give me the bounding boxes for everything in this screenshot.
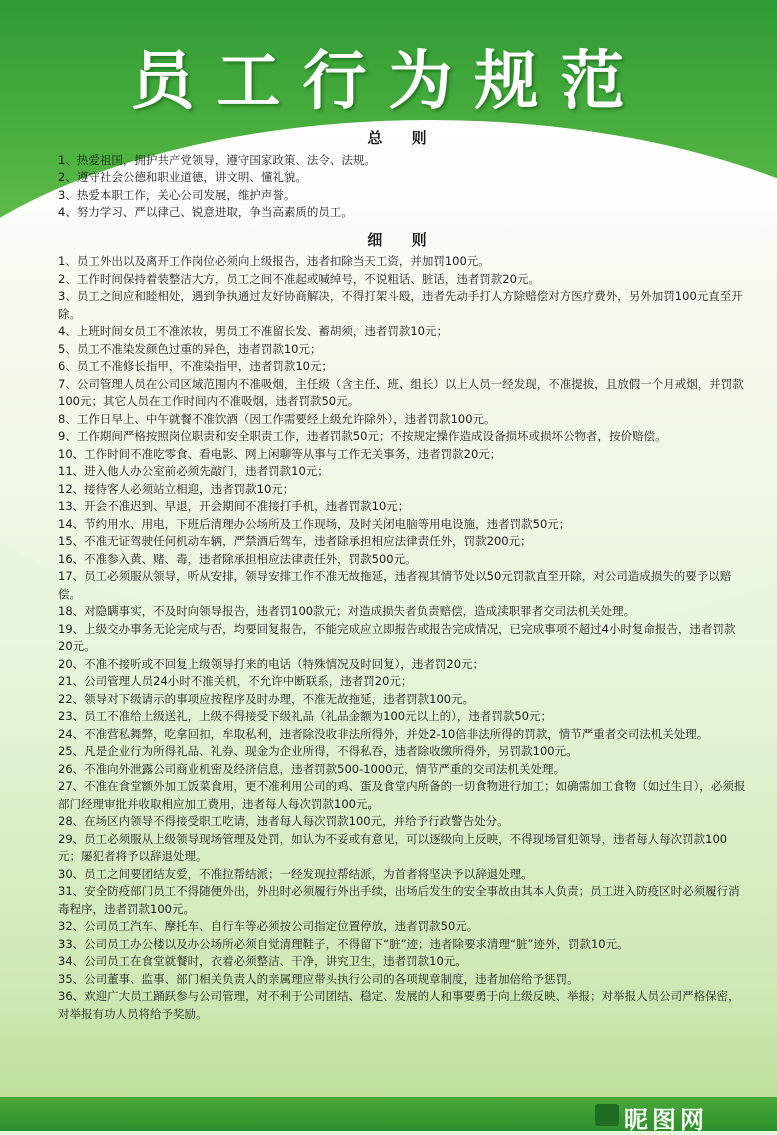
rule-item: 15、不准无证驾驶任何机动车辆，严禁酒后驾车，违者除承担相应法律责任外，罚款200元； — [58, 534, 532, 548]
rule-item: 35、公司董事、监事、部门相关负责人的亲属理应带头执行公司的各项规章制度，违者加倍给予惩罚。 — [58, 971, 579, 986]
rule-item: 25、凡是企业行为所得礼品、礼券、现金为企业所得，不得私吞，违者除收缴所得外，另罚款100元。 — [58, 744, 578, 758]
rule-item: 23、员工不准给上级送礼，上级不得接受下级礼品（礼品金额为100元以上的），违者罚款50元； — [58, 709, 552, 723]
rule-item: 12、接待客人必须站立相迎，违者罚款10元； — [58, 481, 295, 496]
rule-item: 19、上级交办事务无论完成与否，均要回复报告，不能完成应立即报告或报告完成情况，已完成事项不超过4小时复命报告，违者罚款20元。 — [58, 621, 736, 653]
rule-item: 28、在场区内领导不得接受职工吃请，违者每人每次罚款100元，并给予行政警告处分。 — [58, 814, 509, 828]
logo-icon — [595, 1104, 619, 1126]
rule-item: 34、公司员工在食堂就餐时，衣着必须整洁、干净，讲究卫生，违者罚款10元。 — [58, 954, 467, 968]
detail-list — [58, 253, 748, 1023]
footer-logo-text: 昵图网 — [624, 1106, 708, 1134]
rule-item: 29、员工必须服从上级领导现场管理及处罚，如认为不妥或有意见，可以逐级向上反映，不得现场冒犯领导，违者每人每次罚款100元；屡犯者将予以辞退处理。 — [58, 831, 728, 863]
rule-item: 7、公司管理人员在公司区域范围内不准吸烟，主任级（含主任、班、组长）以上人员一经发现，不准提拔，且放假一个月戒烟，并罚款100元；其它人员在工作时间内不准吸烟，违者罚款50元。 — [58, 376, 744, 408]
rule-item: 30、员工之间要团结友爱，不准拉帮结派；一经发现拉帮结派，为首者将坚决予以辞退处理。 — [58, 866, 533, 881]
rule-item: 16、不准参入黄、赌、毒，违者除承担相应法律责任外，罚款500元。 — [58, 551, 417, 566]
page-title: 员工行为规范 — [130, 45, 647, 119]
rule-item: 13、开会不准迟到、早退，开会期间不准接打手机，违者罚款10元； — [58, 499, 410, 513]
rule-item: 4、上班时间女员工不准浓妆，男员工不准留长发、蓄胡须，违者罚款10元； — [58, 324, 448, 338]
rules-content — [58, 130, 748, 1023]
rule-item: 5、员工不准染发颜色过重的异色，违者罚款10元； — [58, 341, 322, 356]
detail-heading: 细 则 — [367, 230, 439, 249]
rule-item: 2、工作时间保持着装整洁大方，员工之间不准起或喊绰号，不说粗话、脏话，违者罚款20元。 — [58, 271, 540, 286]
rule-item: 1、员工外出以及离开工作岗位必须向上级报告，违者扣除当天工资，并加罚100元。 — [58, 254, 490, 268]
rule-item: 20、不准不接听或不回复上级领导打来的电话（特殊情况及时回复），违者罚20元； — [58, 656, 485, 671]
general-list — [58, 152, 748, 222]
rule-item: 8、工作日早上、中午就餐不准饮酒（因工作需要经上级允许除外），违者罚款100元。 — [58, 411, 496, 426]
rule-item: 33、公司员工办公楼以及办公场所必须自觉清理鞋子，不得留下“脏”迹；违者除要求清理“脏”迹外，罚款10元。 — [58, 936, 629, 951]
rule-item: 17、员工必须服从领导，听从安排，领导安排工作不准无故拖延，违者视其情节处以50元罚款直至开除，对公司造成损失的要予以赔偿。 — [58, 569, 732, 601]
rule-item: 26、不准向外泄露公司商业机密及经济信息，违者罚款500-1000元，情节严重的交司法机关处理。 — [58, 761, 565, 776]
rule-item: 4、努力学习、严以律己、锐意进取，争当高素质的员工。 — [58, 205, 353, 219]
rule-item: 3、员工之间应和睦相处，遇到争执通过友好协商解决，不得打架斗殴，违者先动手打人方除赔偿对方医疗费外，另外加罚100元直至开除。 — [58, 289, 743, 321]
rule-item: 1、热爱祖国，拥护共产党领导，遵守国家政策、法令、法规。 — [58, 152, 376, 167]
general-heading: 总 则 — [367, 129, 439, 147]
rule-item: 6、员工不准修长指甲，不准染指甲，违者罚款10元； — [58, 359, 333, 373]
rule-item: 21、公司管理人员24小时不准关机，不允许中断联系，违者罚20元； — [58, 674, 413, 688]
rule-item: 11、进入他人办公室前必须先敲门，违者罚款10元； — [58, 464, 329, 478]
rule-item: 36、欢迎广大员工踊跃参与公司管理，对不利于公司团结、稳定、发展的人和事要勇于向上级反映、举报；对举报人员公司严格保密，对举报有功人员将给予奖励。 — [58, 989, 740, 1021]
rule-item: 14、节约用水、用电，下班后清理办公场所及工作现场，及时关闭电脑等用电设施，违者罚款50元； — [58, 516, 571, 531]
rule-item: 22、领导对下级请示的事项应按程序及时办理，不准无故拖延，违者罚款100元。 — [58, 691, 475, 706]
rule-item: 9、工作期间严格按照岗位职责和安全职责工作，违者罚款50元；不按规定操作造成设备损坏或损坏公物者，按价赔偿。 — [58, 429, 667, 443]
rule-item: 27、不准在食堂额外加工饭菜食用，更不准利用公司的鸡、蛋及食堂内所备的一切食物进行加工；如确需加工食物（如过生日），必须报部门经理审批并收取相应加工费用，违者每人每次罚款100元。 — [58, 779, 746, 811]
rule-item: 32、公司员工汽车、摩托车、自行车等必须按公司指定位置停放，违者罚款50元。 — [58, 919, 479, 933]
rule-item: 31、安全防疫部门员工不得随便外出，外出时必须履行外出手续，出场后发生的安全事故由其本人负责；员工进入防疫区时必须履行消毒程序，违者罚款100元。 — [58, 884, 740, 916]
rule-item: 2、遵守社会公德和职业道德，讲文明、懂礼貌。 — [58, 170, 307, 184]
rule-item: 3、热爱本职工作，关心公司发展，维护声誉。 — [58, 187, 296, 202]
rule-item: 24、不准营私舞弊，吃拿回扣，牟取私利，违者除没收非法所得外，并处2-10倍非法所得的罚款，情节严重者交司法机关处理。 — [58, 726, 709, 741]
rule-item: 10、工作时间不准吃零食、看电影、网上闲聊等从事与工作无关事务，违者罚款20元； — [58, 446, 502, 461]
rule-item: 18、对隐瞒事实，不及时向领导报告，违者罚100款元；对造成损失者负责赔偿，造成渎职罪者交司法机关处理。 — [58, 604, 636, 618]
